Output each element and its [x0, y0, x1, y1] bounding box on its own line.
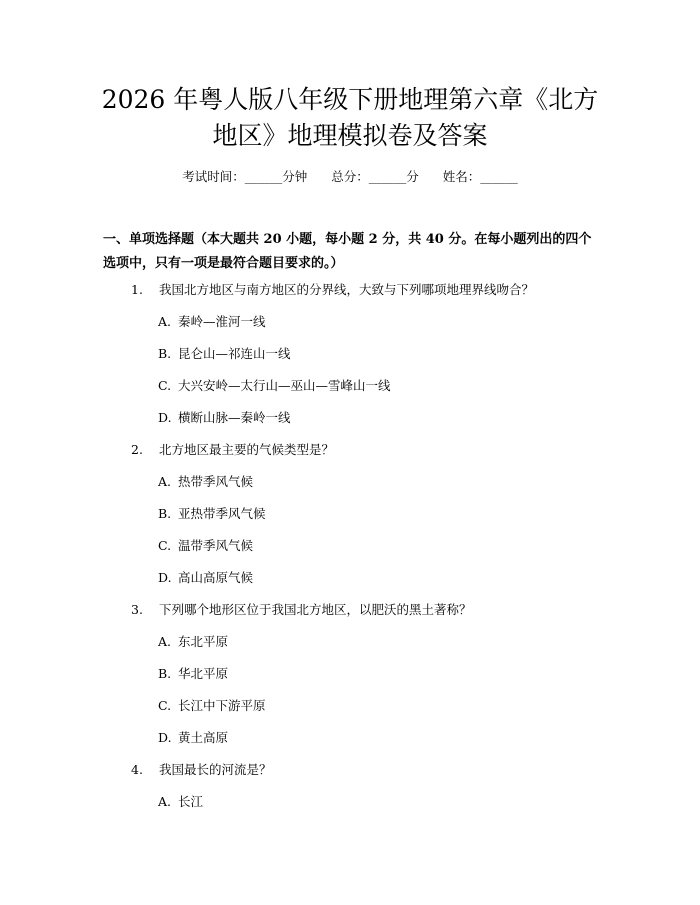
option-letter: B. [158, 666, 172, 681]
option-text: 大兴安岭—太行山—巫山—雪峰山一线 [178, 378, 391, 393]
option-letter: B. [158, 346, 172, 361]
option-letter: C. [158, 538, 172, 553]
option-text: 昆仑山—祁连山一线 [178, 346, 291, 361]
question-3-option-c [158, 697, 578, 715]
question-text: 北方地区最主要的气候类型是？ [159, 442, 335, 457]
option-text: 东北平原 [178, 634, 229, 649]
title-line-1: 2026 年粤人版八年级下册地理第六章《北方 [101, 85, 599, 114]
option-text: 高山高原气候 [178, 570, 254, 585]
question-text: 下列哪个地形区位于我国北方地区，以肥沃的黑土著称？ [159, 602, 472, 617]
question-number: 2. [131, 442, 143, 457]
option-letter: A. [158, 314, 172, 329]
question-2-option-a [158, 473, 578, 491]
exam-info-line [0, 168, 700, 186]
option-letter: A. [158, 474, 172, 489]
question-number: 1. [131, 282, 143, 297]
option-letter: A. [158, 634, 172, 649]
option-text: 亚热带季风气候 [178, 506, 266, 521]
option-text: 长江中下游平原 [178, 698, 266, 713]
option-letter: B. [158, 506, 172, 521]
question-2-option-c [158, 537, 578, 555]
page-title [0, 82, 700, 154]
question-2-option-d [158, 569, 578, 587]
total-score-unit: 分 [406, 169, 419, 184]
question-text: 我国最长的河流是？ [159, 762, 272, 777]
exam-time-label: 考试时间： [182, 169, 245, 184]
option-letter: C. [158, 698, 172, 713]
question-2-option-b [158, 505, 578, 523]
option-text: 长江 [178, 794, 204, 809]
option-text: 横断山脉—秦岭一线 [178, 410, 291, 425]
total-score-field [331, 168, 419, 186]
exam-time-field [182, 168, 307, 186]
student-name-blank: ______ [480, 169, 518, 184]
title-line-2: 地区》地理模拟卷及答案 [212, 121, 488, 150]
option-letter: D. [158, 730, 172, 745]
option-letter: C. [158, 378, 172, 393]
question-1 [131, 281, 591, 299]
section-heading: 一、单项选择题（本大题共 20 小题，每小题 2 分，共 40 分。在每小题列出的四个选项中，只有一项是最符合题目要求的。） [103, 232, 592, 271]
option-letter: D. [158, 570, 172, 585]
question-1-option-a [158, 313, 578, 331]
option-letter: A. [158, 794, 172, 809]
question-number: 4. [131, 762, 143, 777]
question-text: 我国北方地区与南方地区的分界线，大致与下列哪项地理界线吻合？ [159, 282, 535, 297]
question-number: 3. [131, 602, 143, 617]
question-4-option-a [158, 793, 578, 811]
question-4 [131, 761, 591, 779]
question-3-option-b [158, 665, 578, 683]
question-1-option-d [158, 409, 578, 427]
student-name-label: 姓名： [442, 169, 481, 184]
option-text: 黄土高原 [178, 730, 229, 745]
option-text: 热带季风气候 [178, 474, 254, 489]
exam-time-blank: ______ [244, 169, 283, 184]
option-letter: D. [158, 410, 172, 425]
question-3 [131, 601, 591, 619]
total-score-blank: ______ [368, 169, 407, 184]
student-name-field [443, 168, 518, 186]
question-3-option-a [158, 633, 578, 651]
option-text: 秦岭—淮河一线 [178, 314, 266, 329]
question-2 [131, 441, 591, 459]
question-3-option-d [158, 729, 578, 747]
option-text: 华北平原 [178, 666, 229, 681]
question-1-option-c [158, 377, 578, 395]
question-1-option-b [158, 345, 578, 363]
option-text: 温带季风气候 [178, 538, 254, 553]
exam-time-unit: 分钟 [282, 169, 308, 184]
total-score-label: 总分： [331, 169, 369, 184]
